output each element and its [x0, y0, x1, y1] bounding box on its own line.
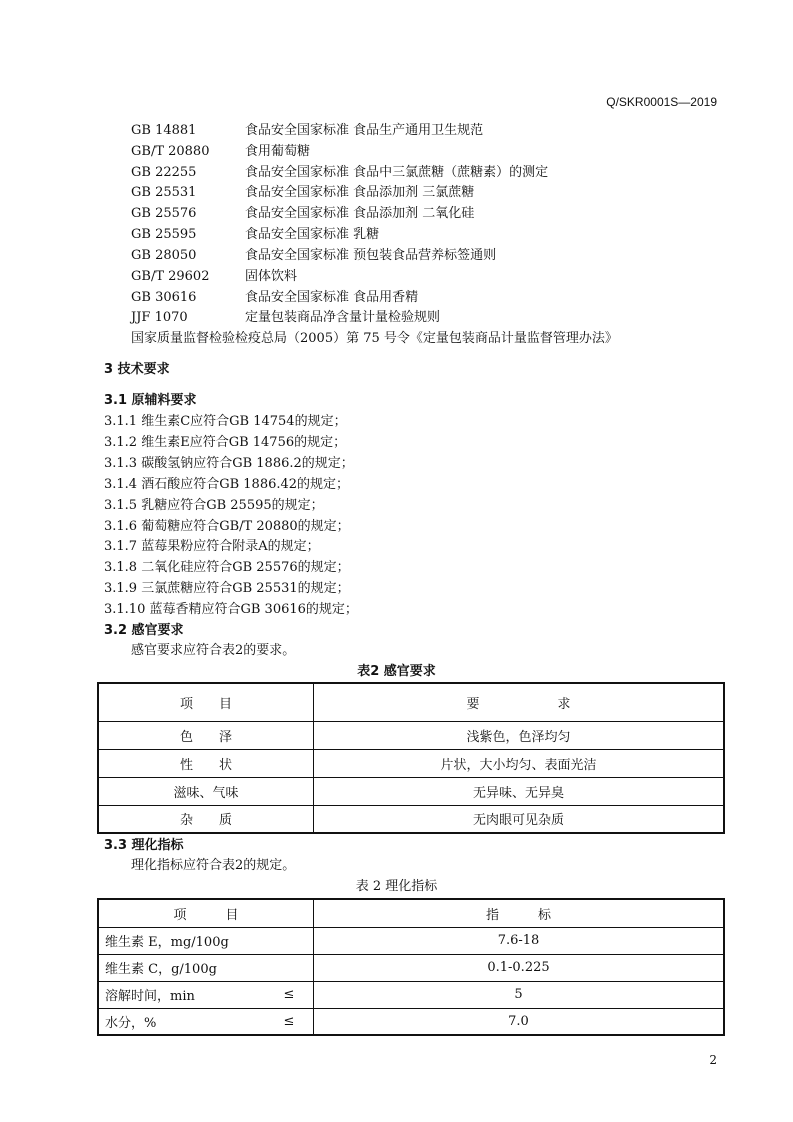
standard-code: GB/T 29602 — [131, 269, 210, 284]
standard-code: JJF 1070 — [131, 310, 188, 325]
table-cell: 5 — [314, 981, 725, 1008]
document-id: Q/SKR0001S—2019 — [606, 95, 717, 109]
table-cell-operator: ≤ — [265, 1008, 314, 1035]
section-heading: 3.2 感官要求 — [104, 623, 184, 638]
table-row — [98, 805, 724, 833]
standard-item — [0, 183, 793, 203]
list-item: 3.1.4 酒石酸应符合GB 1886.42的规定； — [104, 477, 350, 492]
table-row — [98, 721, 724, 749]
table-caption: 表 2 理化指标 — [355, 879, 438, 894]
table-header-row — [98, 899, 724, 927]
standard-title: 食品安全国家标准 食品添加剂 二氧化硅 — [245, 206, 475, 221]
table-caption: 表2 感官要求 — [357, 664, 436, 679]
table-cell: 7.0 — [314, 1008, 725, 1035]
table-row — [98, 1008, 724, 1035]
standard-title: 食品安全国家标准 预包装食品营养标签通则 — [245, 248, 497, 263]
standard-code: GB 25595 — [131, 227, 197, 242]
table-cell: 无肉眼可见杂质 — [314, 805, 725, 833]
table-cell-operator: ≤ — [265, 981, 314, 1008]
table-row — [98, 954, 724, 981]
table-cell: 0.1-0.225 — [314, 954, 725, 981]
list-item: 3.1.10 蓝莓香精应符合GB 30616的规定； — [104, 602, 358, 617]
standard-code: GB 22255 — [131, 165, 197, 180]
table-cell: 溶解时间，min — [98, 981, 265, 1008]
standard-item — [0, 204, 793, 224]
table-row — [98, 927, 724, 954]
list-item: 3.1.8 二氧化硅应符合GB 25576的规定； — [104, 560, 350, 575]
table-header-cell: 指 标 — [314, 899, 725, 927]
sensory-table — [97, 682, 725, 834]
standard-code: GB/T 20880 — [131, 144, 210, 159]
section-text: 感官要求应符合表2的要求。 — [131, 643, 296, 658]
table-cell: 片状，大小均匀、表面光洁 — [314, 749, 725, 777]
table-row — [98, 981, 724, 1008]
section-heading: 3.3 理化指标 — [104, 838, 184, 853]
list-item: 3.1.1 维生素C应符合GB 14754的规定； — [104, 414, 347, 429]
list-item: 3.1.7 蓝莓果粉应符合附录A的规定； — [104, 539, 320, 554]
standard-item — [0, 267, 793, 287]
standard-title: 食品安全国家标准 乳糖 — [245, 227, 380, 242]
list-item: 3.1.6 葡萄糖应符合GB/T 20880的规定； — [104, 519, 350, 534]
table-cell: 杂 质 — [98, 805, 314, 833]
table-header-cell: 项 目 — [98, 683, 314, 721]
table-row — [98, 749, 724, 777]
table-cell-operator — [265, 954, 314, 981]
regulation-reference: 国家质量监督检验检疫总局（2005）第 75 号令《定量包装商品计量监督管理办法》 — [131, 331, 618, 346]
table-header-row — [98, 683, 724, 721]
page-number: 2 — [709, 1053, 717, 1067]
standard-title: 食品安全国家标准 食品用香精 — [245, 290, 419, 305]
standard-item — [0, 121, 793, 141]
list-item: 3.1.2 维生素E应符合GB 14756的规定； — [104, 435, 347, 450]
standard-title: 食用葡萄糖 — [245, 144, 311, 159]
standard-code: GB 14881 — [131, 123, 197, 138]
standard-code: GB 25531 — [131, 185, 197, 200]
standard-item — [0, 163, 793, 183]
section-heading: 3 技术要求 — [104, 362, 170, 377]
table-cell-operator — [265, 927, 314, 954]
standard-code: GB 30616 — [131, 290, 197, 305]
standard-title: 食品安全国家标准 食品中三氯蔗糖（蔗糖素）的测定 — [245, 165, 549, 180]
table-cell: 维生素 E，mg/100g — [98, 927, 265, 954]
table-header-cell: 要 求 — [314, 683, 725, 721]
table-cell: 浅紫色，色泽均匀 — [314, 721, 725, 749]
standard-code: GB 28050 — [131, 248, 197, 263]
table-cell: 滋味、气味 — [98, 777, 314, 805]
standard-code: GB 25576 — [131, 206, 197, 221]
standard-item — [0, 288, 793, 308]
table-header-cell: 项 目 — [98, 899, 314, 927]
list-item: 3.1.5 乳糖应符合GB 25595的规定； — [104, 498, 324, 513]
standard-item — [0, 308, 793, 328]
table-cell: 维生素 C，g/100g — [98, 954, 265, 981]
table-cell: 无异味、无异臭 — [314, 777, 725, 805]
list-item: 3.1.3 碳酸氢钠应符合GB 1886.2的规定； — [104, 456, 354, 471]
standard-item — [0, 246, 793, 266]
standard-title: 固体饮料 — [245, 269, 298, 284]
table-row — [98, 777, 724, 805]
standard-title: 食品安全国家标准 食品生产通用卫生规范 — [245, 123, 484, 138]
section-text: 理化指标应符合表2的规定。 — [131, 858, 296, 873]
table-cell: 水分，% — [98, 1008, 265, 1035]
standard-item — [0, 142, 793, 162]
standard-item — [0, 225, 793, 245]
table-cell: 色 泽 — [98, 721, 314, 749]
table-cell: 7.6-18 — [314, 927, 725, 954]
standard-title: 定量包装商品净含量计量检验规则 — [245, 310, 441, 325]
list-item: 3.1.9 三氯蔗糖应符合GB 25531的规定； — [104, 581, 350, 596]
table-cell: 性 状 — [98, 749, 314, 777]
section-heading: 3.1 原辅料要求 — [104, 393, 197, 408]
physchem-table — [97, 898, 725, 1036]
standard-title: 食品安全国家标准 食品添加剂 三氯蔗糖 — [245, 185, 475, 200]
